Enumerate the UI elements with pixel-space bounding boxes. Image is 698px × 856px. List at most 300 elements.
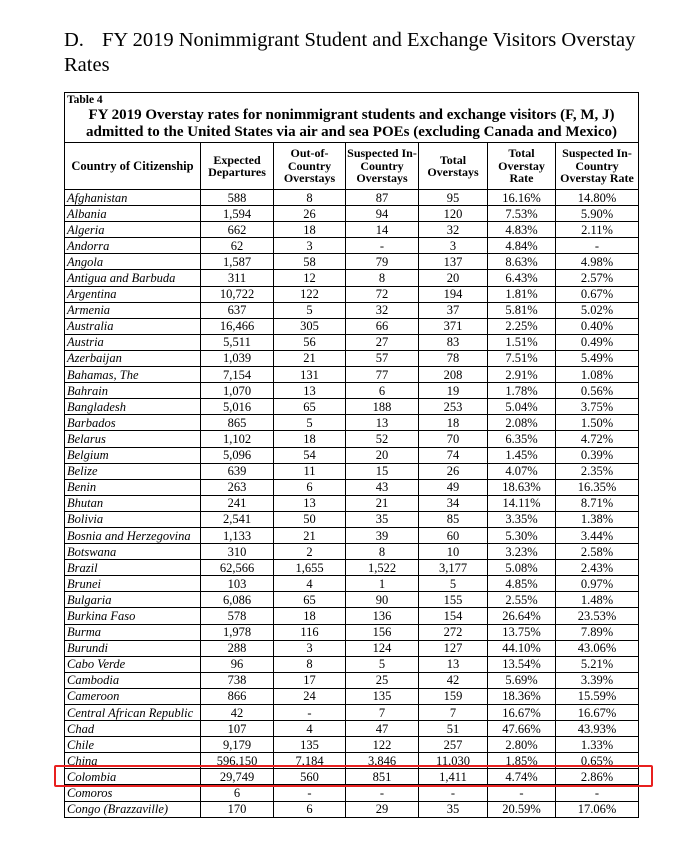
table-row xyxy=(65,688,639,704)
value-cell: 95 xyxy=(419,190,488,206)
value-cell: 866 xyxy=(201,688,274,704)
country-cell: Belgium xyxy=(65,447,201,463)
value-cell: 26 xyxy=(419,463,488,479)
value-cell: 21 xyxy=(346,495,419,511)
value-cell: 1.78% xyxy=(488,383,556,399)
value-cell: 42 xyxy=(201,705,274,721)
value-cell: 639 xyxy=(201,463,274,479)
table-row xyxy=(65,399,639,415)
country-cell: Chile xyxy=(65,737,201,753)
value-cell: 9,179 xyxy=(201,737,274,753)
value-cell: 253 xyxy=(419,399,488,415)
country-cell: Belize xyxy=(65,463,201,479)
table-row xyxy=(65,656,639,672)
value-cell: 4 xyxy=(274,576,346,592)
value-cell: 37 xyxy=(419,302,488,318)
value-cell: 57 xyxy=(346,350,419,366)
table-row xyxy=(65,318,639,334)
value-cell: 127 xyxy=(419,640,488,656)
table-row xyxy=(65,270,639,286)
value-cell: 25 xyxy=(346,672,419,688)
value-cell: 43 xyxy=(346,479,419,495)
table-row xyxy=(65,560,639,576)
value-cell: 241 xyxy=(201,495,274,511)
table-row xyxy=(65,592,639,608)
table-label: Table 4 xyxy=(65,93,639,108)
value-cell: 5 xyxy=(419,576,488,592)
value-cell: 19 xyxy=(419,383,488,399)
value-cell: 263 xyxy=(201,479,274,495)
value-cell: 66 xyxy=(346,318,419,334)
value-cell: 1.38% xyxy=(556,511,639,527)
value-cell: 7 xyxy=(346,705,419,721)
value-cell: 8.71% xyxy=(556,495,639,511)
table-row xyxy=(65,640,639,656)
value-cell: 17.06% xyxy=(556,801,639,817)
column-header: Expected Departures xyxy=(201,143,274,190)
country-cell: Austria xyxy=(65,334,201,350)
value-cell: 135 xyxy=(274,737,346,753)
value-cell: - xyxy=(346,785,419,801)
country-cell: Bhutan xyxy=(65,495,201,511)
value-cell: 596,150 xyxy=(201,753,274,769)
value-cell: 5 xyxy=(274,302,346,318)
value-cell: 20 xyxy=(419,270,488,286)
country-cell: Burundi xyxy=(65,640,201,656)
table-row xyxy=(65,576,639,592)
value-cell: 16,466 xyxy=(201,318,274,334)
value-cell: - xyxy=(556,238,639,254)
section-number: D. xyxy=(64,29,84,51)
value-cell: 637 xyxy=(201,302,274,318)
value-cell: 851 xyxy=(346,769,419,785)
value-cell: 21 xyxy=(274,350,346,366)
value-cell: - xyxy=(346,238,419,254)
country-cell: Chad xyxy=(65,721,201,737)
value-cell: 137 xyxy=(419,254,488,270)
value-cell: 1,594 xyxy=(201,206,274,222)
value-cell: 4 xyxy=(274,721,346,737)
table-row xyxy=(65,383,639,399)
value-cell: 4.83% xyxy=(488,222,556,238)
value-cell: 32 xyxy=(419,222,488,238)
country-cell: Armenia xyxy=(65,302,201,318)
value-cell: 2.58% xyxy=(556,544,639,560)
value-cell: 5.04% xyxy=(488,399,556,415)
value-cell: 7 xyxy=(419,705,488,721)
value-cell: 107 xyxy=(201,721,274,737)
country-cell: Bangladesh xyxy=(65,399,201,415)
value-cell: 26 xyxy=(274,206,346,222)
value-cell: 120 xyxy=(419,206,488,222)
table-row xyxy=(65,238,639,254)
value-cell: 6 xyxy=(346,383,419,399)
value-cell: 6 xyxy=(274,801,346,817)
value-cell: 4.85% xyxy=(488,576,556,592)
table-row xyxy=(65,447,639,463)
value-cell: 10 xyxy=(419,544,488,560)
table-row xyxy=(65,801,639,817)
value-cell: 0.56% xyxy=(556,383,639,399)
value-cell: 13.75% xyxy=(488,624,556,640)
value-cell: 18 xyxy=(274,222,346,238)
value-cell: 74 xyxy=(419,447,488,463)
table-row xyxy=(65,190,639,206)
value-cell: 2.25% xyxy=(488,318,556,334)
value-cell: 6 xyxy=(201,785,274,801)
value-cell: 208 xyxy=(419,367,488,383)
table-row xyxy=(65,286,639,302)
value-cell: 5 xyxy=(346,656,419,672)
value-cell: 44.10% xyxy=(488,640,556,656)
table-row xyxy=(65,415,639,431)
value-cell: 1,102 xyxy=(201,431,274,447)
value-cell: 194 xyxy=(419,286,488,302)
value-cell: 0.65% xyxy=(556,753,639,769)
value-cell: 1.85% xyxy=(488,753,556,769)
table-row xyxy=(65,721,639,737)
table-row xyxy=(65,431,639,447)
table-row xyxy=(65,672,639,688)
value-cell: 1 xyxy=(346,576,419,592)
value-cell: 135 xyxy=(346,688,419,704)
country-cell: Barbados xyxy=(65,415,201,431)
value-cell: 3 xyxy=(419,238,488,254)
country-cell: Antigua and Barbuda xyxy=(65,270,201,286)
value-cell: 18 xyxy=(419,415,488,431)
value-cell: 4.07% xyxy=(488,463,556,479)
value-cell: 154 xyxy=(419,608,488,624)
table-row xyxy=(65,254,639,270)
value-cell: 2.43% xyxy=(556,560,639,576)
value-cell: 5,511 xyxy=(201,334,274,350)
value-cell: 17 xyxy=(274,672,346,688)
value-cell: 62,566 xyxy=(201,560,274,576)
table-row xyxy=(65,495,639,511)
value-cell: 311 xyxy=(201,270,274,286)
value-cell: 58 xyxy=(274,254,346,270)
table-row xyxy=(65,705,639,721)
value-cell: 1.51% xyxy=(488,334,556,350)
value-cell: 2 xyxy=(274,544,346,560)
value-cell: 83 xyxy=(419,334,488,350)
value-cell: 131 xyxy=(274,367,346,383)
value-cell: 23.53% xyxy=(556,608,639,624)
value-cell: 87 xyxy=(346,190,419,206)
country-cell: Bosnia and Herzegovina xyxy=(65,527,201,543)
value-cell: 27 xyxy=(346,334,419,350)
value-cell: 43.93% xyxy=(556,721,639,737)
table-row xyxy=(65,222,639,238)
column-header: Total Overstays xyxy=(419,143,488,190)
value-cell: 1,978 xyxy=(201,624,274,640)
value-cell: - xyxy=(274,785,346,801)
table-row xyxy=(65,463,639,479)
value-cell: 90 xyxy=(346,592,419,608)
table-row xyxy=(65,608,639,624)
table-row xyxy=(65,737,639,753)
value-cell: 6.35% xyxy=(488,431,556,447)
value-cell: 2.91% xyxy=(488,367,556,383)
value-cell: 32 xyxy=(346,302,419,318)
table-row xyxy=(65,302,639,318)
value-cell: 3.44% xyxy=(556,527,639,543)
value-cell: 3.75% xyxy=(556,399,639,415)
value-cell: 10,722 xyxy=(201,286,274,302)
value-cell: 79 xyxy=(346,254,419,270)
value-cell: 122 xyxy=(274,286,346,302)
overstay-table xyxy=(64,92,639,818)
value-cell: 2,541 xyxy=(201,511,274,527)
table-header-row xyxy=(65,143,639,190)
value-cell: 2.08% xyxy=(488,415,556,431)
value-cell: 5.49% xyxy=(556,350,639,366)
value-cell: 155 xyxy=(419,592,488,608)
country-cell: Algeria xyxy=(65,222,201,238)
value-cell: 52 xyxy=(346,431,419,447)
value-cell: 14 xyxy=(346,222,419,238)
value-cell: 3 xyxy=(274,238,346,254)
country-cell: Botswana xyxy=(65,544,201,560)
table-row xyxy=(65,350,639,366)
value-cell: 16.16% xyxy=(488,190,556,206)
value-cell: 159 xyxy=(419,688,488,704)
country-cell: Colombia xyxy=(65,769,201,785)
value-cell: 1,070 xyxy=(201,383,274,399)
value-cell: 124 xyxy=(346,640,419,656)
table-row xyxy=(65,785,639,801)
value-cell: 7.89% xyxy=(556,624,639,640)
value-cell: 122 xyxy=(346,737,419,753)
value-cell: 14.80% xyxy=(556,190,639,206)
value-cell: 4.84% xyxy=(488,238,556,254)
value-cell: 12 xyxy=(274,270,346,286)
table-row xyxy=(65,479,639,495)
value-cell: 77 xyxy=(346,367,419,383)
value-cell: 1.81% xyxy=(488,286,556,302)
value-cell: 13 xyxy=(346,415,419,431)
value-cell: 5,016 xyxy=(201,399,274,415)
value-cell: 51 xyxy=(419,721,488,737)
value-cell: 310 xyxy=(201,544,274,560)
value-cell: 5.69% xyxy=(488,672,556,688)
country-cell: Congo (Brazzaville) xyxy=(65,801,201,817)
table-row xyxy=(65,511,639,527)
value-cell: 5.21% xyxy=(556,656,639,672)
value-cell: 865 xyxy=(201,415,274,431)
value-cell: 47 xyxy=(346,721,419,737)
value-cell: 16.67% xyxy=(488,705,556,721)
value-cell: 288 xyxy=(201,640,274,656)
value-cell: 7.51% xyxy=(488,350,556,366)
value-cell: 1,133 xyxy=(201,527,274,543)
value-cell: 5.08% xyxy=(488,560,556,576)
value-cell: 15.59% xyxy=(556,688,639,704)
value-cell: - xyxy=(488,785,556,801)
table-row xyxy=(65,544,639,560)
value-cell: 3,846 xyxy=(346,753,419,769)
column-header: Out-of-Country Overstays xyxy=(274,143,346,190)
value-cell: 1.45% xyxy=(488,447,556,463)
country-cell: Burkina Faso xyxy=(65,608,201,624)
value-cell: 8 xyxy=(274,190,346,206)
value-cell: 3.23% xyxy=(488,544,556,560)
country-cell: Brazil xyxy=(65,560,201,576)
country-cell: Benin xyxy=(65,479,201,495)
value-cell: 70 xyxy=(419,431,488,447)
value-cell: 18.63% xyxy=(488,479,556,495)
value-cell: 6,086 xyxy=(201,592,274,608)
value-cell: 49 xyxy=(419,479,488,495)
value-cell: 5.30% xyxy=(488,527,556,543)
value-cell: 5.81% xyxy=(488,302,556,318)
value-cell: 4.74% xyxy=(488,769,556,785)
value-cell: 29,749 xyxy=(201,769,274,785)
value-cell: 85 xyxy=(419,511,488,527)
value-cell: 2.11% xyxy=(556,222,639,238)
country-cell: Afghanistan xyxy=(65,190,201,206)
value-cell: 1.33% xyxy=(556,737,639,753)
country-cell: Brunei xyxy=(65,576,201,592)
value-cell: 35 xyxy=(346,511,419,527)
value-cell: 272 xyxy=(419,624,488,640)
value-cell: 1,587 xyxy=(201,254,274,270)
country-cell: Cabo Verde xyxy=(65,656,201,672)
value-cell: 4.98% xyxy=(556,254,639,270)
value-cell: 5,096 xyxy=(201,447,274,463)
value-cell: 2.55% xyxy=(488,592,556,608)
value-cell: 3,177 xyxy=(419,560,488,576)
value-cell: 54 xyxy=(274,447,346,463)
country-cell: Burma xyxy=(65,624,201,640)
value-cell: 96 xyxy=(201,656,274,672)
value-cell: 2.80% xyxy=(488,737,556,753)
value-cell: 94 xyxy=(346,206,419,222)
value-cell: 1.08% xyxy=(556,367,639,383)
country-cell: China xyxy=(65,753,201,769)
value-cell: 136 xyxy=(346,608,419,624)
column-header: Suspected In-Country Overstay Rate xyxy=(556,143,639,190)
value-cell: 18 xyxy=(274,608,346,624)
column-header: Suspected In-Country Overstays xyxy=(346,143,419,190)
value-cell: 1,522 xyxy=(346,560,419,576)
country-cell: Bulgaria xyxy=(65,592,201,608)
value-cell: 47.66% xyxy=(488,721,556,737)
table-row xyxy=(65,527,639,543)
country-cell: Bahrain xyxy=(65,383,201,399)
value-cell: 34 xyxy=(419,495,488,511)
value-cell: 257 xyxy=(419,737,488,753)
section-title: FY 2019 Nonimmigrant Student and Exchange Visitors Overstay Rates xyxy=(64,29,636,76)
value-cell: 588 xyxy=(201,190,274,206)
table-row xyxy=(65,753,639,769)
value-cell: 0.97% xyxy=(556,576,639,592)
value-cell: 35 xyxy=(419,801,488,817)
value-cell: - xyxy=(274,705,346,721)
value-cell: 56 xyxy=(274,334,346,350)
value-cell: 29 xyxy=(346,801,419,817)
value-cell: 14.11% xyxy=(488,495,556,511)
value-cell: 7.53% xyxy=(488,206,556,222)
section-heading xyxy=(64,28,664,78)
value-cell: 6.43% xyxy=(488,270,556,286)
value-cell: - xyxy=(556,785,639,801)
value-cell: 39 xyxy=(346,527,419,543)
country-cell: Australia xyxy=(65,318,201,334)
value-cell: 20.59% xyxy=(488,801,556,817)
value-cell: 116 xyxy=(274,624,346,640)
column-header: Country of Citizenship xyxy=(65,143,201,190)
value-cell: 20 xyxy=(346,447,419,463)
country-cell: Cambodia xyxy=(65,672,201,688)
value-cell: 2.57% xyxy=(556,270,639,286)
value-cell: 5 xyxy=(274,415,346,431)
value-cell: 8 xyxy=(346,544,419,560)
value-cell: 170 xyxy=(201,801,274,817)
value-cell: 0.67% xyxy=(556,286,639,302)
table-row xyxy=(65,624,639,640)
value-cell: 0.40% xyxy=(556,318,639,334)
value-cell: 8.63% xyxy=(488,254,556,270)
value-cell: 13 xyxy=(274,383,346,399)
value-cell: 188 xyxy=(346,399,419,415)
value-cell: 13.54% xyxy=(488,656,556,672)
value-cell: 1.48% xyxy=(556,592,639,608)
value-cell: 78 xyxy=(419,350,488,366)
value-cell: 16.67% xyxy=(556,705,639,721)
country-cell: Comoros xyxy=(65,785,201,801)
table-row xyxy=(65,206,639,222)
column-header: Total Overstay Rate xyxy=(488,143,556,190)
value-cell: 1,039 xyxy=(201,350,274,366)
country-cell: Albania xyxy=(65,206,201,222)
value-cell: 3 xyxy=(274,640,346,656)
value-cell: 4.72% xyxy=(556,431,639,447)
country-cell: Bolivia xyxy=(65,511,201,527)
value-cell: 103 xyxy=(201,576,274,592)
value-cell: 6 xyxy=(274,479,346,495)
value-cell: 65 xyxy=(274,592,346,608)
value-cell: 0.49% xyxy=(556,334,639,350)
value-cell: 2.86% xyxy=(556,769,639,785)
country-cell: Cameroon xyxy=(65,688,201,704)
value-cell: 11,030 xyxy=(419,753,488,769)
value-cell: 3.39% xyxy=(556,672,639,688)
value-cell: 8 xyxy=(346,270,419,286)
country-cell: Belarus xyxy=(65,431,201,447)
value-cell: 42 xyxy=(419,672,488,688)
country-cell: Azerbaijan xyxy=(65,350,201,366)
value-cell: 13 xyxy=(274,495,346,511)
value-cell: 18 xyxy=(274,431,346,447)
value-cell: 371 xyxy=(419,318,488,334)
country-cell: Andorra xyxy=(65,238,201,254)
value-cell: 0.39% xyxy=(556,447,639,463)
value-cell: 5.02% xyxy=(556,302,639,318)
value-cell: 50 xyxy=(274,511,346,527)
value-cell: 26.64% xyxy=(488,608,556,624)
country-cell: Bahamas, The xyxy=(65,367,201,383)
value-cell: 15 xyxy=(346,463,419,479)
table-row xyxy=(65,334,639,350)
value-cell: 60 xyxy=(419,527,488,543)
value-cell: 8 xyxy=(274,656,346,672)
value-cell: 62 xyxy=(201,238,274,254)
value-cell: 305 xyxy=(274,318,346,334)
value-cell: 24 xyxy=(274,688,346,704)
value-cell: 16.35% xyxy=(556,479,639,495)
value-cell: 560 xyxy=(274,769,346,785)
